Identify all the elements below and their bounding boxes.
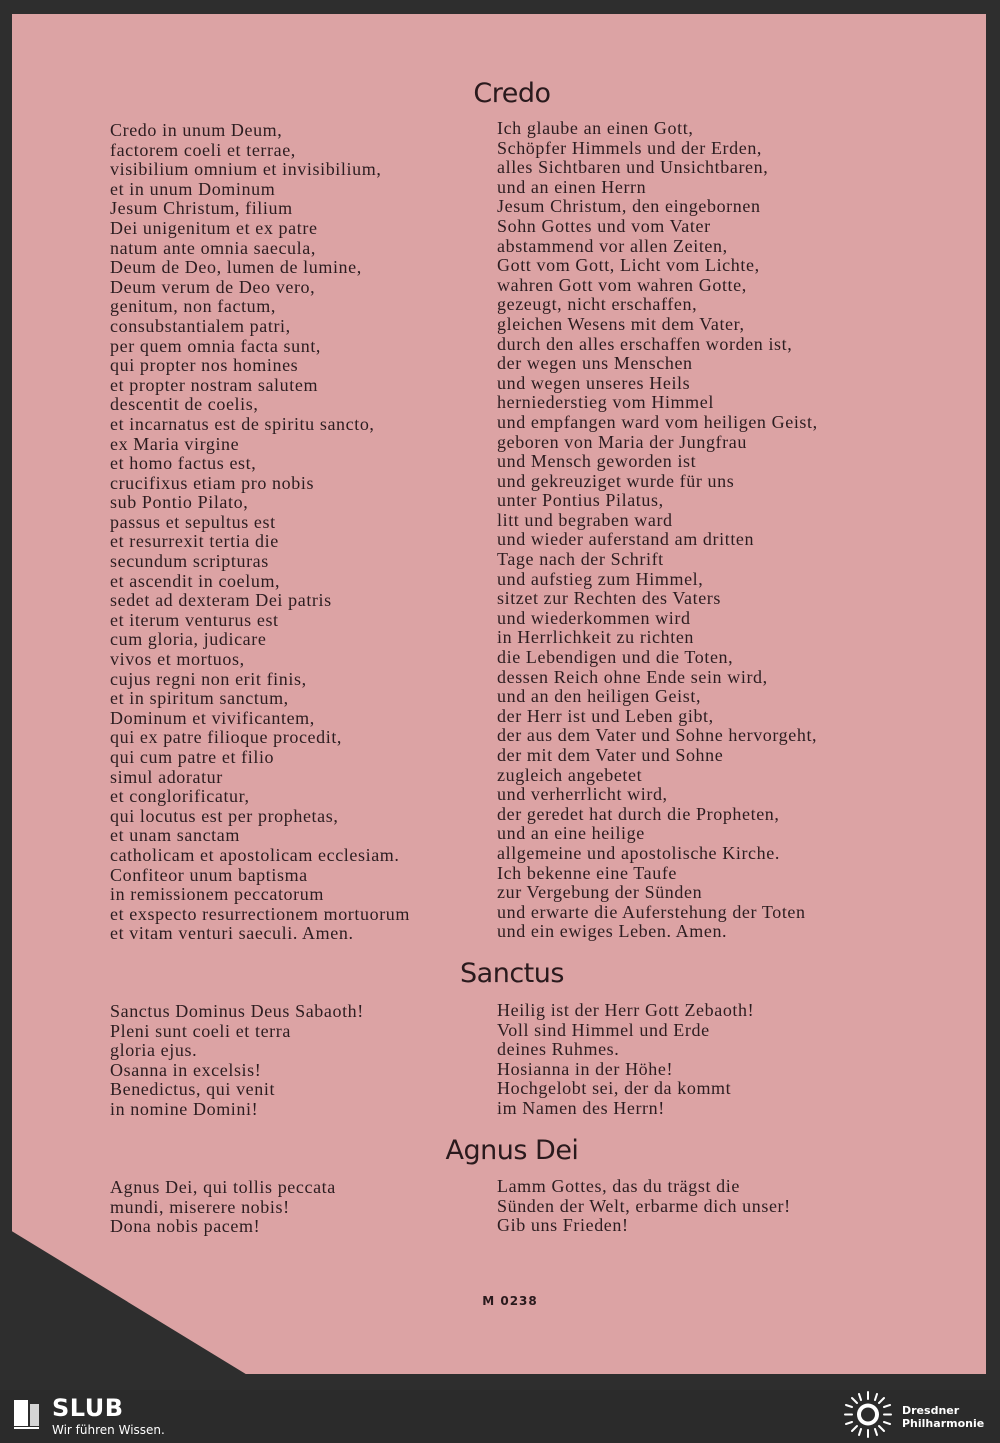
- text-line: die Lebendigen und die Toten,: [497, 647, 734, 668]
- text-line: et incarnatus est de spiritu sancto,: [110, 413, 375, 434]
- text-line: per quem omnia facta sunt,: [110, 335, 322, 356]
- text-line: factorem coeli et terrae,: [110, 139, 296, 160]
- credo-heading: Credo: [473, 78, 551, 109]
- text-line: Dei unigenitum et ex patre: [110, 217, 318, 238]
- text-line: sub Pontio Pilato,: [110, 492, 249, 513]
- catalog-code: M 0238: [482, 1294, 538, 1308]
- footer-bar: [0, 1390, 1000, 1439]
- agnus-dei-heading: Agnus Dei: [445, 1135, 579, 1166]
- text-line: et exspecto resurrectionem mortuorum: [110, 903, 411, 924]
- text-line: catholicam et apostolicam ecclesiam.: [110, 844, 400, 865]
- text-line: alles Sichtbaren und Unsichtbaren,: [497, 157, 769, 178]
- text-line: Confiteor unum baptisma: [110, 864, 308, 885]
- text-line: Jesum Christum, den eingebornen: [497, 196, 761, 217]
- text-line: wahren Gott vom wahren Gotte,: [497, 274, 747, 295]
- text-line: deines Ruhmes.: [497, 1039, 620, 1060]
- text-line: der aus dem Vater und Sohne hervorgeht,: [497, 725, 818, 746]
- text-line: und verherrlicht wird,: [497, 784, 668, 805]
- text-line: und an eine heilige: [497, 823, 645, 844]
- text-line: gloria ejus.: [110, 1040, 198, 1061]
- credo-german-column: [497, 119, 818, 942]
- slub-tagline: Wir führen Wissen.: [52, 1423, 165, 1437]
- text-line: et resurrexit tertia die: [110, 531, 279, 552]
- text-line: qui propter nos homines: [110, 355, 299, 376]
- text-line: cum gloria, judicare: [110, 629, 267, 650]
- text-line: und aufstieg zum Himmel,: [497, 568, 704, 589]
- text-line: Heilig ist der Herr Gott Zebaoth!: [497, 1000, 755, 1020]
- text-line: et unam sanctam: [110, 825, 240, 846]
- text-line: et propter nostram salutem: [110, 374, 319, 395]
- philharmonie-sun-icon: [842, 1390, 894, 1443]
- text-line: descentit de coelis,: [110, 394, 259, 415]
- text-line: dessen Reich ohne Ende sein wird,: [497, 666, 768, 687]
- text-line: und wiederkommen wird: [497, 607, 691, 628]
- text-line: Hosianna in der Höhe!: [497, 1058, 674, 1079]
- text-line: durch den alles erschaffen worden ist,: [497, 333, 793, 354]
- sanctus-german-column: [497, 1001, 754, 1119]
- text-line: Jesum Christum, filium: [110, 198, 293, 219]
- text-line: der wegen uns Menschen: [497, 353, 693, 374]
- text-line: qui locutus est per prophetas,: [110, 805, 339, 826]
- text-line: ex Maria virgine: [110, 433, 240, 454]
- text-line: secundum scripturas: [110, 551, 269, 572]
- text-line: und empfangen ward vom heiligen Geist,: [497, 411, 818, 432]
- text-line: Credo in unum Deum,: [110, 120, 283, 140]
- text-line: litt und begraben ward: [497, 509, 673, 530]
- text-line: Voll sind Himmel und Erde: [497, 1019, 710, 1040]
- text-line: und wieder auferstand am dritten: [497, 529, 755, 550]
- sanctus-heading: Sanctus: [460, 958, 564, 989]
- text-line: passus et sepultus est: [110, 511, 276, 532]
- text-line: natum ante omnia saecula,: [110, 237, 316, 258]
- text-line: Gott vom Gott, Licht vom Lichte,: [497, 255, 760, 276]
- text-line: und erwarte die Auferstehung der Toten: [497, 901, 806, 922]
- text-line: crucifixus etiam pro nobis: [110, 472, 315, 493]
- text-line: qui ex patre filioque procedit,: [110, 727, 343, 748]
- text-line: qui cum patre et filio: [110, 747, 275, 767]
- text-line: Dona nobis pacem!: [110, 1216, 261, 1237]
- text-line: und ein ewiges Leben. Amen.: [497, 921, 728, 942]
- text-line: Osanna in excelsis!: [110, 1059, 262, 1080]
- sanctus-latin-column: [110, 1002, 364, 1120]
- text-line: vivos et mortuos,: [110, 649, 245, 670]
- text-line: et iterum venturus est: [110, 609, 279, 630]
- text-line: visibilium omnium et invisibilium,: [110, 159, 382, 180]
- text-line: und Mensch geworden ist: [497, 451, 697, 472]
- philharmonie-line-2: Philharmonie: [902, 1417, 985, 1430]
- text-line: et in unum Dominum: [110, 178, 276, 199]
- text-line: und an den heiligen Geist,: [497, 686, 702, 707]
- credo-latin-column: [110, 121, 410, 944]
- text-line: mundi, miserere nobis!: [110, 1196, 290, 1217]
- text-line: Lamm Gottes, das du trägst die: [497, 1176, 740, 1196]
- slub-logo-icon: [12, 1398, 42, 1434]
- text-line: genitum, non factum,: [110, 296, 276, 317]
- text-line: zugleich angebetet: [497, 764, 643, 785]
- text-line: Sohn Gottes und vom Vater: [497, 215, 711, 236]
- slub-name: SLUB: [52, 1394, 124, 1422]
- text-line: zur Vergebung der Sünden: [497, 882, 703, 903]
- text-line: gezeugt, nicht erschaffen,: [497, 294, 698, 315]
- text-line: Sanctus Dominus Deus Sabaoth!: [110, 1001, 364, 1021]
- text-line: Hochgelobt sei, der da kommt: [497, 1078, 732, 1099]
- text-line: Dominum et vivificantem,: [110, 707, 315, 728]
- text-line: und gekreuziget wurde für uns: [497, 470, 735, 491]
- agnus-latin-column: [110, 1178, 336, 1237]
- agnus-german-column: [497, 1177, 791, 1236]
- text-line: in Herrlichkeit zu richten: [497, 627, 695, 648]
- text-line: cujus regni non erit finis,: [110, 668, 307, 689]
- text-line: Benedictus, qui venit: [110, 1079, 276, 1100]
- text-line: Agnus Dei, qui tollis peccata: [110, 1177, 336, 1197]
- text-line: Deum verum de Deo vero,: [110, 276, 316, 297]
- text-line: et conglorificatur,: [110, 786, 250, 807]
- text-line: unter Pontius Pilatus,: [497, 490, 664, 511]
- philharmonie-name: [902, 1404, 984, 1430]
- text-line: in nomine Domini!: [110, 1098, 259, 1119]
- text-line: gleichen Wesens mit dem Vater,: [497, 313, 745, 334]
- text-line: Ich glaube an einen Gott,: [497, 118, 694, 138]
- text-line: allgemeine und apostolische Kirche.: [497, 842, 780, 863]
- text-line: et ascendit in coelum,: [110, 570, 281, 591]
- text-line: geboren von Maria der Jungfrau: [497, 431, 747, 452]
- text-line: abstammend vor allen Zeiten,: [497, 235, 728, 256]
- text-line: Tage nach der Schrift: [497, 549, 664, 570]
- text-line: herniederstieg vom Himmel: [497, 392, 714, 413]
- text-line: et homo factus est,: [110, 453, 257, 474]
- text-line: Pleni sunt coeli et terra: [110, 1020, 291, 1041]
- text-line: simul adoratur: [110, 766, 223, 787]
- text-line: sedet ad dexteram Dei patris: [110, 590, 332, 611]
- text-line: in remissionem peccatorum: [110, 884, 324, 905]
- text-line: Gib uns Frieden!: [497, 1215, 629, 1236]
- text-line: der mit dem Vater und Sohne: [497, 745, 724, 765]
- text-line: et in spiritum sanctum,: [110, 688, 289, 709]
- text-line: sitzet zur Rechten des Vaters: [497, 588, 721, 609]
- text-line: Deum de Deo, lumen de lumine,: [110, 257, 362, 278]
- text-line: consubstantialem patri,: [110, 315, 291, 336]
- text-line: und wegen unseres Heils: [497, 372, 691, 393]
- philharmonie-line-1: Dresdner: [902, 1404, 960, 1417]
- text-line: Sünden der Welt, erbarme dich unser!: [497, 1195, 791, 1216]
- text-line: der Herr ist und Leben gibt,: [497, 705, 714, 726]
- text-line: Schöpfer Himmels und der Erden,: [497, 137, 763, 158]
- text-line: im Namen des Herrn!: [497, 1097, 665, 1118]
- text-line: der geredet hat durch die Propheten,: [497, 803, 780, 824]
- text-line: Ich bekenne eine Taufe: [497, 862, 678, 883]
- text-line: et vitam venturi saeculi. Amen.: [110, 923, 354, 944]
- text-line: und an einen Herrn: [497, 176, 647, 197]
